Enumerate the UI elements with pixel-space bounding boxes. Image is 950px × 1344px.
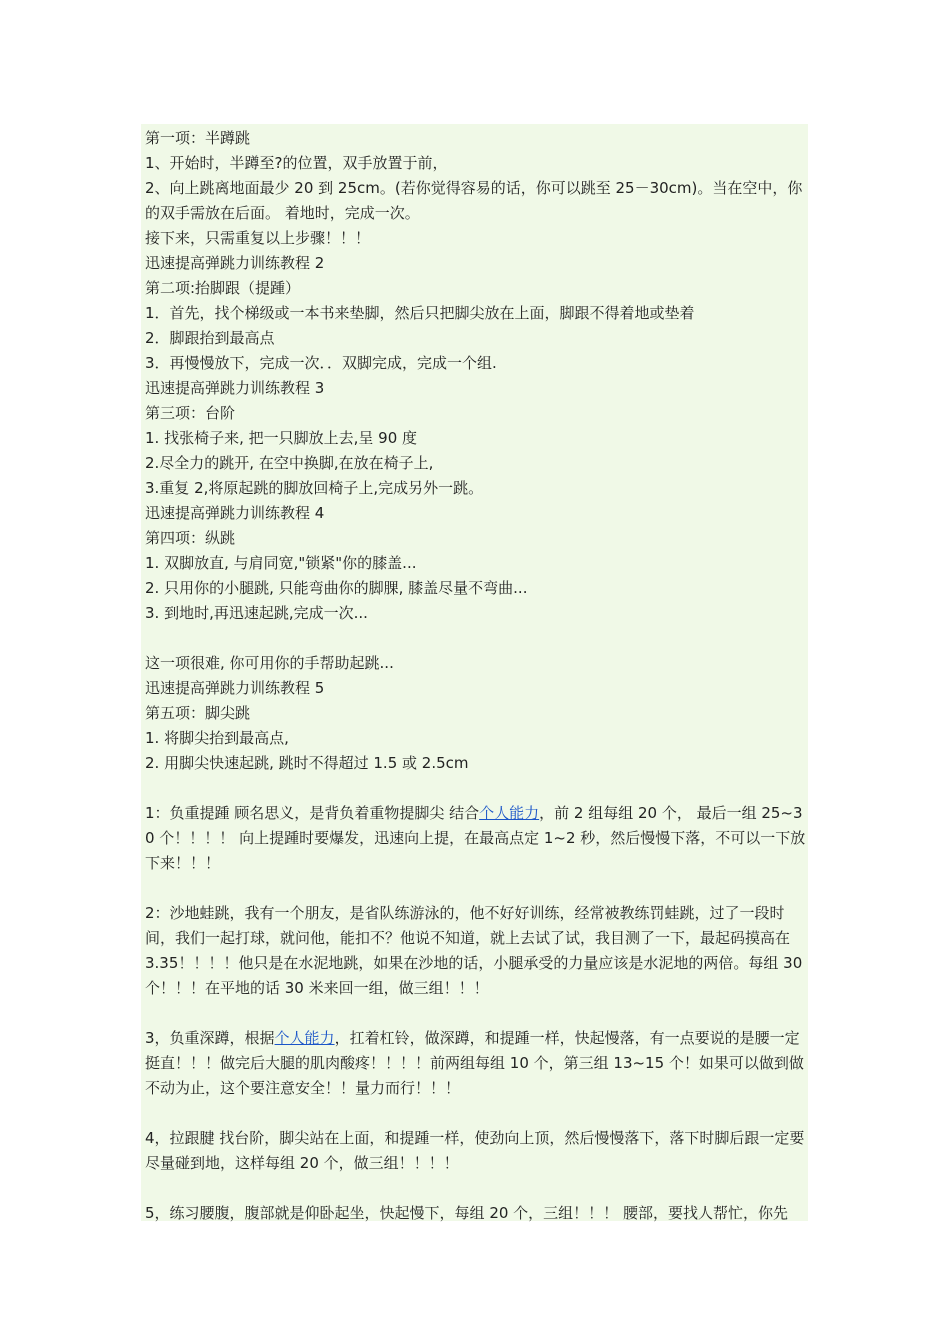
- blank-line: [145, 1176, 808, 1201]
- heading-item-4: 第四项：纵跳: [145, 529, 236, 547]
- section-title: 迅速提高弹跳力训练教程 3: [145, 379, 325, 397]
- blank-line: [145, 876, 808, 901]
- step-line: 3．再慢慢放下，完成一次．．双脚完成，完成一个组.: [145, 354, 497, 372]
- paragraph-core-training: 5，练习腰腹，腹部就是仰卧起坐，快起慢下，每组 20 个，三组！！！ 腰部，要找人帮忙，你先: [145, 1204, 788, 1222]
- paragraph-text: ，前 2 组每组 20 个， 最后一组 25~30 个！！！！ 向上提踵时要爆发，迅速向上提，在最高点定 1~2 秒，然后慢慢下落，不可以一下放下来！！！: [145, 804, 806, 872]
- paragraph-achilles-stretch: 4，拉跟腱 找台阶，脚尖站在上面，和提踵一样，使劲向上顶，然后慢慢落下，落下时脚后跟一定要尽量碰到地，这样每组 20 个，做三组！！！！: [145, 1129, 805, 1172]
- step-line: 2．脚跟抬到最高点: [145, 329, 275, 347]
- paragraph-weighted-calf-raise: [145, 801, 808, 876]
- paragraph-text: ，扛着杠铃，做深蹲，和提踵一样，快起慢落，有一点要说的是腰一定挺直！！！做完后大腿的肌肉酸疼！！！！前两组每组 10 个，第三组 13~15 个！如果可以做到做不动为止，这个要注意安全！！量力而行！！！: [145, 1029, 804, 1097]
- blank-line: [145, 626, 808, 651]
- step-line: 1. 双脚放直, 与肩同宽,"锁紧"你的膝盖...: [145, 554, 417, 572]
- heading-item-1: 第一项：半蹲跳: [145, 129, 251, 147]
- step-line: 2. 只用你的小腿跳, 只能弯曲你的脚腂, 膝盖尽量不弯曲...: [145, 579, 528, 597]
- section-title: 迅速提高弹跳力训练教程 4: [145, 504, 325, 522]
- personal-ability-link[interactable]: 个人能力: [479, 804, 540, 822]
- paragraph-text: 1：负重提踵 顾名思义，是背负着重物提脚尖 结合: [145, 804, 480, 822]
- blank-line: [145, 776, 808, 801]
- note-line: 这一项很难, 你可用你的手帮助起跳...: [145, 654, 394, 672]
- step-line: 2. 用脚尖快速起跳, 跳时不得超过 1.5 或 2.5cm: [145, 754, 469, 772]
- step-line: 3. 到地时,再迅速起跳,完成一次...: [145, 604, 368, 622]
- step-line: 接下来，只需重复以上步骤！！！: [145, 229, 371, 247]
- blank-line: [145, 1001, 808, 1026]
- heading-item-5: 第五项：脚尖跳: [145, 704, 251, 722]
- heading-item-2: 第二项:抬脚跟（提踵）: [145, 279, 301, 297]
- step-line: 1. 找张椅子来, 把一只脚放上去,呈 90 度: [145, 429, 418, 447]
- step-line: 1．首先，找个梯级或一本书来垫脚，然后只把脚尖放在上面，脚跟不得着地或垫着: [145, 304, 695, 322]
- step-line: 2、向上跳离地面最少 20 到 25cm。(若你觉得容易的话，你可以跳至 25－30cm)。当在空中，你的双手需放在后面。 着地时，完成一次。: [145, 179, 803, 222]
- step-line: 1、开始时，半蹲至?的位置，双手放置于前，: [145, 154, 448, 172]
- paragraph-weighted-squat: [145, 1026, 808, 1101]
- step-line: 3.重复 2,将原起跳的脚放回椅子上,完成另外一跳。: [145, 479, 484, 497]
- paragraph-sand-frog-jump: 2：沙地蛙跳，我有一个朋友，是省队练游泳的，他不好好训练，经常被教练罚蛙跳，过了一段时间，我们一起打球，就问他，能扣不？他说不知道，就上去试了试，我目测了一下，最起码摸高在 3.35！！！！他只是在水泥地跳，如果在沙地的话，小腿承受的力量应该是水泥地的两倍。每组 30 个！！！在平地的话 30 米来回一组，做三组！！！: [145, 904, 803, 997]
- personal-ability-link[interactable]: 个人能力: [274, 1029, 335, 1047]
- step-line: 1. 将脚尖抬到最高点,: [145, 729, 289, 747]
- paragraph-text: 3，负重深蹲，根据: [145, 1029, 275, 1047]
- section-title: 迅速提高弹跳力训练教程 2: [145, 254, 325, 272]
- heading-item-3: 第三项：台阶: [145, 404, 236, 422]
- section-title: 迅速提高弹跳力训练教程 5: [145, 679, 325, 697]
- step-line: 2.尽全力的跳开, 在空中换脚,在放在椅子上,: [145, 454, 434, 472]
- blank-line: [145, 1101, 808, 1126]
- document-body: [141, 124, 808, 1221]
